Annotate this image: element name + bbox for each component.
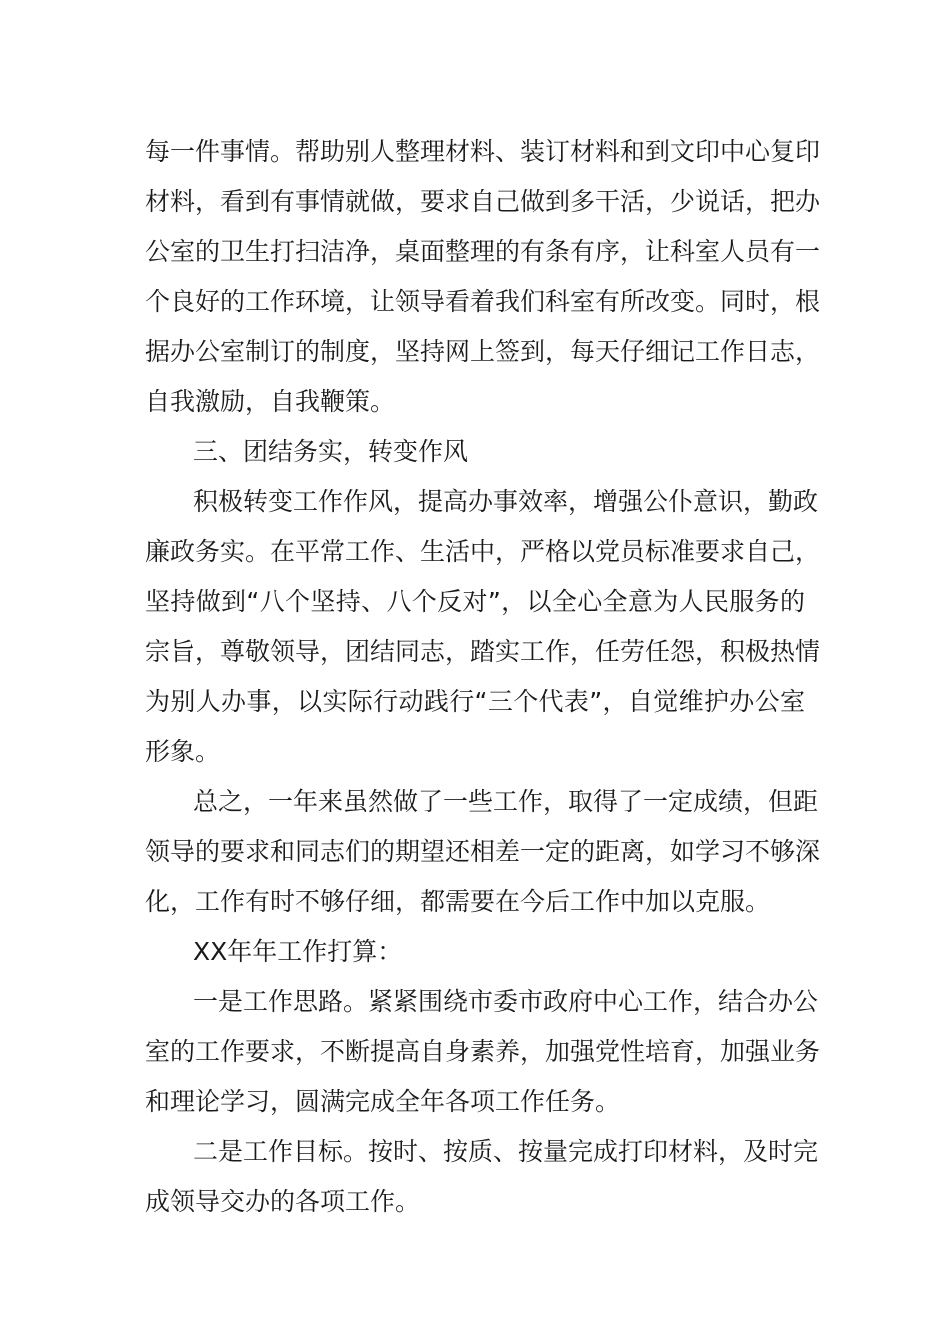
text-line: 宗旨，尊敬领导，团结同志，踏实工作，任劳任怨，积极热情	[145, 637, 821, 666]
text-line: 自我激励，自我鞭策。	[145, 387, 396, 416]
text-line: 二是工作目标。按时、按质、按量完成打印材料，及时完	[193, 1137, 819, 1166]
text-line: 个良好的工作环境，让领导看着我们科室有所改变。同时，根	[145, 287, 821, 316]
text-line: 廉政务实。在平常工作、生活中，严格以党员标准要求自己，	[145, 537, 821, 566]
text-line: 化，工作有时不够仔细，都需要在今后工作中加以克服。	[145, 887, 771, 916]
text-line: 坚持做到“八个坚持、八个反对”，以全心全意为人民服务的	[145, 587, 805, 616]
text-line: 室的工作要求，不断提高自身素养，加强党性培育，加强业务	[145, 1037, 821, 1066]
text-line: 形象。	[145, 737, 221, 766]
text-line: 为别人办事，以实际行动践行“三个代表”，自觉维护办公室	[145, 687, 805, 716]
text-line: 总之，一年来虽然做了一些工作，取得了一定成绩，但距	[193, 787, 819, 816]
text-line: 公室的卫生打扫洁净，桌面整理的有条有序，让科室人员有一	[145, 237, 821, 266]
text-line: 积极转变工作作风，提高办事效率，增强公仆意识，勤政	[193, 487, 819, 516]
text-line: 一是工作思路。紧紧围绕市委市政府中心工作，结合办公	[193, 987, 819, 1016]
text-line: 每一件事情。帮助别人整理材料、装订材料和到文印中心复印	[145, 137, 821, 166]
section-heading: 三、团结务实，转变作风	[193, 437, 469, 466]
text-line: 领导的要求和同志们的期望还相差一定的距离，如学习不够深	[145, 837, 821, 866]
text-line: 成领导交办的各项工作。	[145, 1187, 421, 1216]
section-heading: XX年年工作打算：	[193, 937, 403, 966]
text-line: 据办公室制订的制度，坚持网上签到，每天仔细记工作日志，	[145, 337, 821, 366]
text-line: 和理论学习，圆满完成全年各项工作任务。	[145, 1087, 621, 1116]
text-line: 材料，看到有事情就做，要求自己做到多干活，少说话，把办	[145, 187, 821, 216]
